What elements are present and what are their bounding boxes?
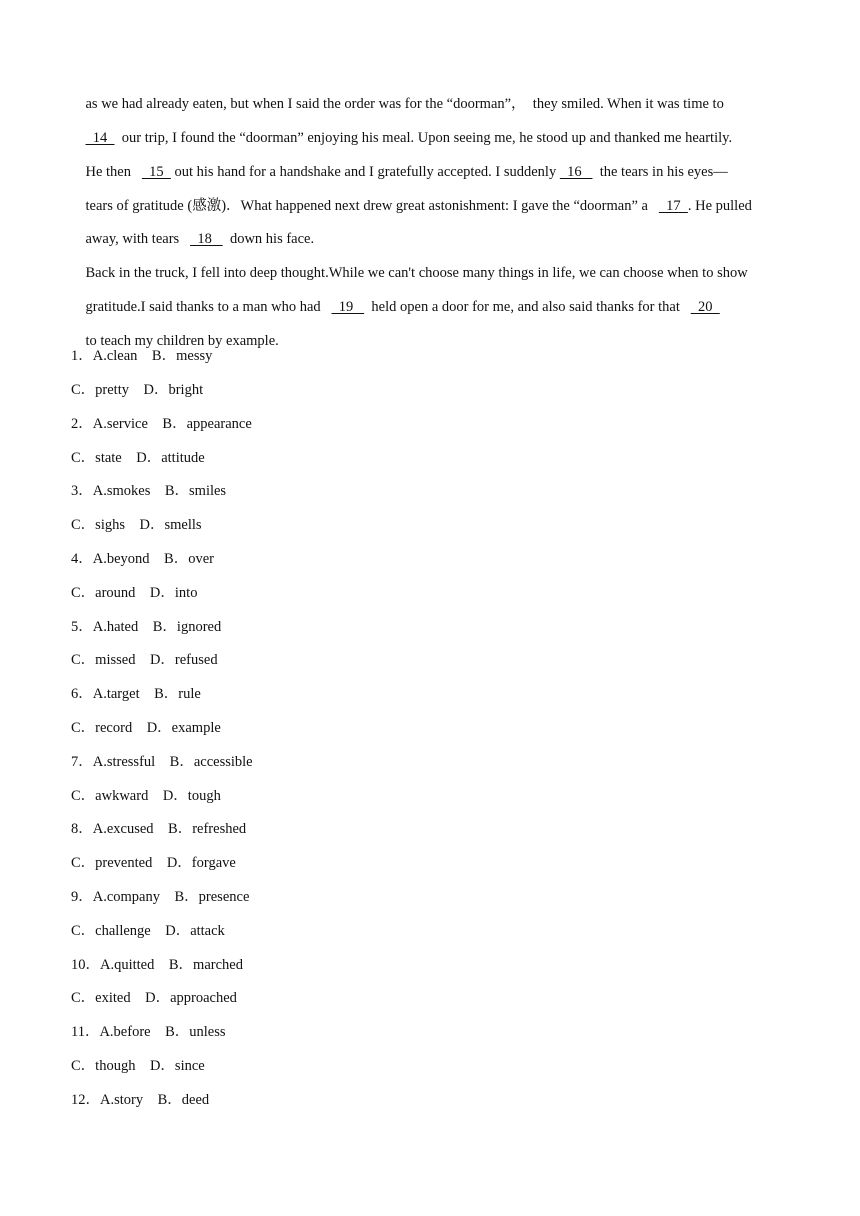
option-line: 11．A.before B．unless: [71, 1024, 226, 1040]
option-line: 2．A.service B．appearance: [71, 416, 252, 432]
option-line: 4．A.beyond B．over: [71, 551, 214, 567]
passage-text: . He pulled: [687, 198, 752, 214]
answer-blank-20: 20: [690, 299, 720, 315]
option-line: 9．A.company B．presence: [71, 889, 250, 905]
answer-blank-16: 16: [559, 164, 593, 180]
passage-text: tears of gratitude (感激)．What happened next drew great astonishment: I gave the “doorman” a: [85, 198, 659, 214]
passage-text: down his face.: [222, 231, 315, 247]
answer-blank-14: 14: [85, 130, 115, 146]
passage-text: Back in the truck, I fell into deep thought.While we can't choose many things in life, we can choose when to show: [85, 265, 748, 281]
option-line: C．around D．into: [71, 585, 198, 601]
option-line: 8．A.excused B．refreshed: [71, 821, 247, 837]
passage-text: the tears in his eyes—: [592, 164, 728, 180]
option-line: C．record D．example: [71, 720, 221, 736]
passage-text: held open a door for me, and also said thanks for that: [364, 299, 691, 315]
option-line: C．state D．attitude: [71, 450, 205, 466]
option-line: 3．A.smokes B．smiles: [71, 483, 227, 499]
option-line: C．though D．since: [71, 1058, 205, 1074]
answer-blank-18: 18: [190, 231, 223, 247]
option-line: 5．A.hated B．ignored: [71, 619, 222, 635]
option-line: 1．A.clean B．messy: [71, 348, 213, 364]
passage-text: away, with tears: [85, 231, 191, 247]
option-line: C．prevented D．forgave: [71, 855, 236, 871]
option-line: C．challenge D．attack: [71, 923, 225, 939]
option-line: C．awkward D．tough: [71, 788, 221, 804]
option-line: 7．A.stressful B．accessible: [71, 754, 253, 770]
answer-blank-17: 17: [658, 198, 688, 214]
passage-text: out his hand for a handshake and I gratefully accepted. I suddenly: [170, 164, 560, 180]
option-line: C．missed D．refused: [71, 652, 218, 668]
answer-blank-15: 15: [141, 164, 171, 180]
answer-blank-19: 19: [331, 299, 365, 315]
option-line: 10．A.quitted B．marched: [71, 957, 243, 973]
passage-text: He then: [85, 164, 142, 180]
option-line: 12．A.story B．deed: [71, 1092, 210, 1108]
option-line: C．sighs D．smells: [71, 517, 202, 533]
passage-text: gratitude.I said thanks to a man who had: [85, 299, 332, 315]
option-line: 6．A.target B．rule: [71, 686, 201, 702]
option-line: C．exited D．approached: [71, 990, 237, 1006]
option-line: C．pretty D．bright: [71, 382, 204, 398]
passage-text: as we had already eaten, but when I said the order was for the “doorman”， they smiled. When it was time to: [85, 96, 724, 112]
passage-text: to teach my children by example.: [85, 333, 279, 349]
passage-text: our trip, I found the “doorman” enjoying his meal. Upon seeing me, he stood up and thanked me heartily.: [114, 130, 733, 146]
